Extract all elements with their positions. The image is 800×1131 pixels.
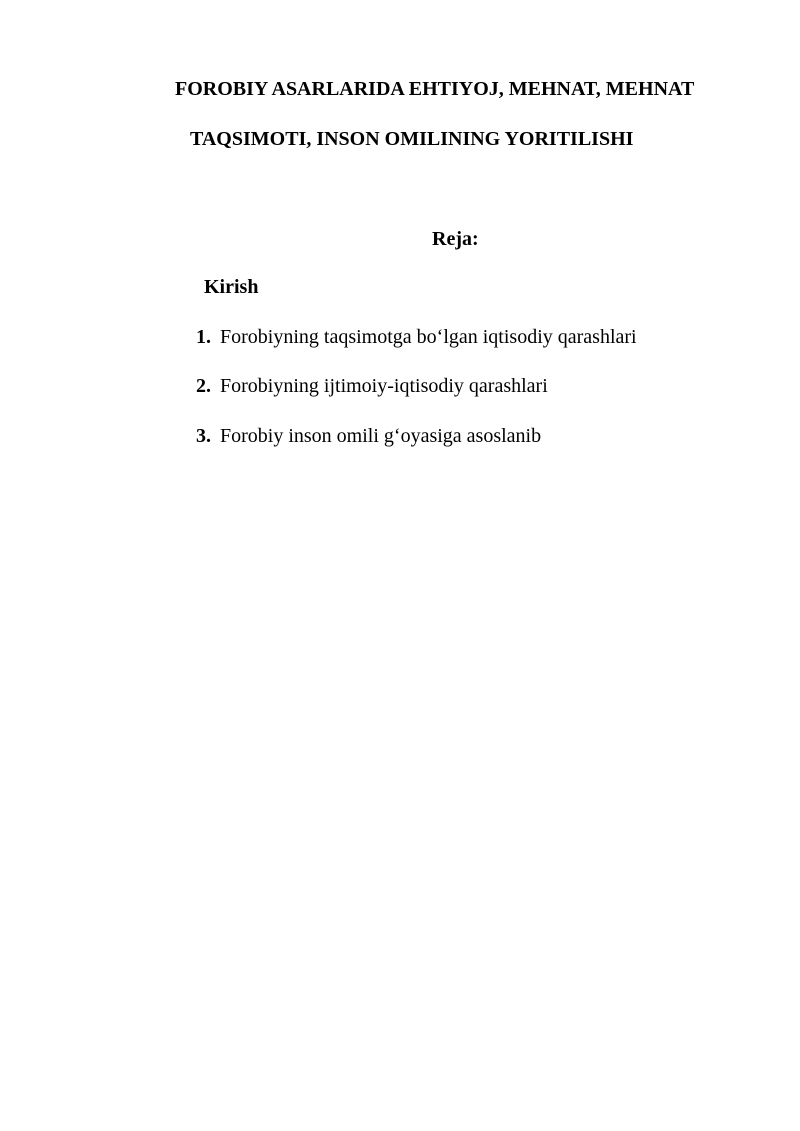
document-title-line-1: FOROBIY ASARLARIDA EHTIYOJ, MEHNAT, MEHNAT bbox=[175, 78, 695, 100]
plan-item-text: Forobiyning ijtimoiy-iqtisodiy qarashlari bbox=[220, 375, 548, 397]
plan-item-text: Forobiy inson omili g‘oyasiga asoslanib bbox=[220, 425, 542, 447]
intro-label: Kirish bbox=[204, 276, 259, 298]
plan-item-number: 3. bbox=[196, 425, 211, 447]
plan-item-number: 1. bbox=[196, 326, 211, 348]
plan-item-text: Forobiyning taqsimotga bo‘lgan iqtisodiy qarashlari bbox=[220, 326, 637, 348]
plan-item bbox=[196, 374, 548, 398]
plan-heading: Reja: bbox=[432, 228, 479, 250]
plan-item bbox=[196, 424, 541, 448]
document-title-line-2: TAQSIMOTI, INSON OMILINING YORITILISHI bbox=[190, 128, 634, 150]
plan-item bbox=[196, 325, 637, 349]
plan-item-number: 2. bbox=[196, 375, 211, 397]
